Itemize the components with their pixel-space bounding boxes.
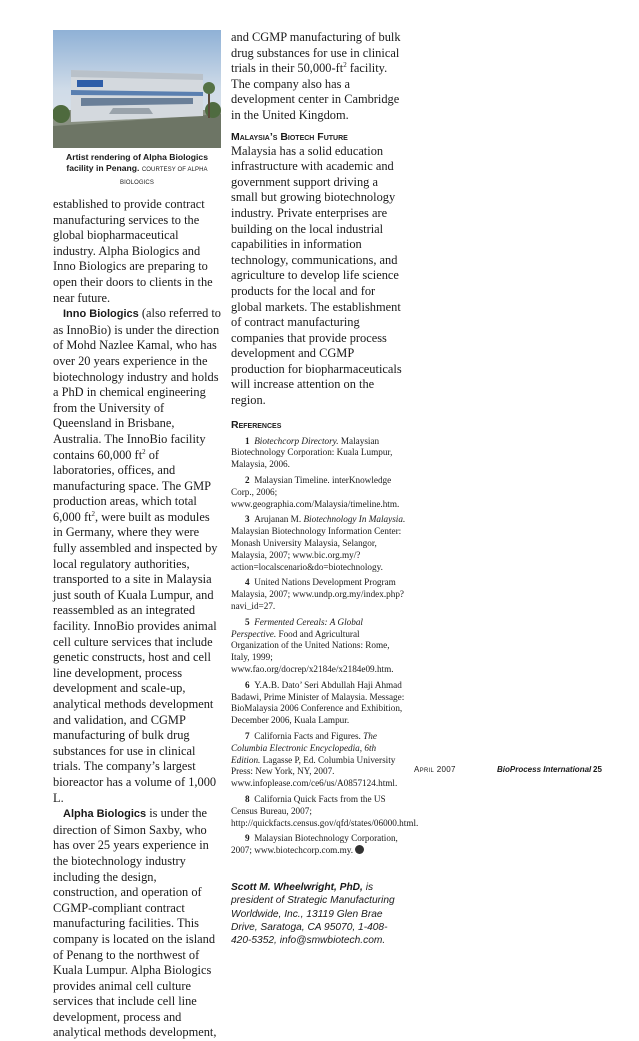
innobio-text-b: of laboratories, offices, and manufacturing space. The GMP production areas, which total 6,000 ft: [53, 447, 211, 524]
facility-photo: [53, 30, 221, 148]
reference-text-pre: California Facts and Figures.: [254, 730, 364, 741]
left-paragraph-1: established to provide contract manufacturing services to the global biopharmaceutical industry. Alpha Biologics and Inno Biologics are preparing to open their doors to clients in the near future.: [53, 197, 213, 305]
reference-text: Food and Agricultural Organization of the United Nations: Rome, Italy, 1999; www.fao.org/docrep/x2184e/x2184e09.htm.: [231, 628, 394, 674]
photo-caption: [53, 152, 221, 189]
innobio-text-c: , were built as modules in Germany, where they were fully assembled and inspected by local regulatory authorities, transported to a site in Malaysia just south of Kuala Lumpur, and reassembled as an integrated facility. InnoBio provides animal cell culture services that include genetic constructs, host and cell line development, process development and scale-up, analytical methods development and validation, and CGMP manufacturing of bulk drug substances for use in clinical trials. The company’s largest bioreactor has a volume of 1,000 L.: [53, 509, 218, 805]
sup-squared-1: 2: [142, 447, 146, 456]
innobio-runin: Inno Biologics: [63, 308, 139, 321]
reference-item: [231, 617, 407, 676]
innobio-paragraph: [53, 306, 221, 806]
reference-title: The Columbia Electronic Encyclopedia, 6th Edition.: [231, 730, 377, 765]
reference-text: United Nations Development Program Malaysia, 2007; www.undp.org.my/index.php?navi_id=27.: [231, 577, 405, 612]
reference-item: [231, 475, 407, 510]
caption-text: Artist rendering of Alpha Biologics facility in Penang.: [66, 152, 208, 173]
reference-text-pre: Arujanan M.: [254, 514, 304, 525]
reference-text: Malaysian Biotechnology Information Center: Monash University Malaysia, Selangor, Malaysia, 2007; www.bic.org.my/?action=localscenario&do=biotechnology.: [231, 526, 402, 572]
reference-item: [231, 577, 407, 612]
reference-item: [231, 731, 407, 790]
footer-page-number: 25: [593, 765, 602, 774]
reference-text: Lagasse P, Ed. Columbia University Press: New York, NY, 2007. www.infoplease.com/ce6/us/A0857124.html.: [231, 754, 398, 789]
page-footer: [0, 765, 639, 777]
right-text-b: facility. The company also has a development center in Cambridge in the United Kingdom.: [231, 61, 400, 122]
reference-text: Y.A.B. Dato’ Seri Abdullah Haji Ahmad Badawi, Prime Minister of Malaysia. Message: BioMalaysia 2006 Conference and Exhibition, December 2006, Kuala Lampur.: [231, 679, 405, 726]
alpha-runin: Alpha Biologics: [63, 808, 147, 821]
reference-text: California Quick Facts from the US Census Bureau, 2007; http://quickfacts.census.gov/qfd/states/06000.html.: [231, 793, 419, 828]
author-details: is president of Strategic Manufacturing Worldwide, Inc., 13119 Glen Brae Drive, Saratoga, CA 95070, 1-408-420-5352, info@smwbiotech.com.: [231, 881, 395, 947]
left-column: [53, 30, 221, 1041]
section-heading-future: Malaysia’s Biotech Future: [231, 130, 348, 143]
reference-title: Biotechcorp Directory.: [254, 435, 339, 446]
sup-squared-3: 2: [343, 61, 347, 70]
reference-number: 9: [245, 833, 250, 844]
reference-number: 3: [245, 514, 250, 525]
right-paragraph-1: [231, 30, 407, 124]
reference-number: 2: [245, 475, 250, 486]
reference-number: 5: [245, 616, 250, 627]
facility-illustration: [53, 30, 221, 148]
reference-text: Malaysian Timeline. interKnowledge Corp., 2006; www.geographia.com/Malaysia/timeline.htm.: [231, 475, 400, 509]
reference-text: Malaysian Biotechnology Corporation: Kuala Lumpur, Malaysia, 2006.: [231, 435, 393, 470]
reference-item: [231, 793, 419, 829]
author-name: Scott M. Wheelwright, PhD,: [231, 881, 363, 893]
end-mark-icon: [355, 845, 364, 854]
reference-item: [231, 680, 407, 727]
reference-item: [231, 514, 407, 573]
innobio-text-a: (also referred to as InnoBio) is under the direction of Mohd Nazlee Kamal, who has over 20 years experience in the biotechnology industry and holds a PhD in chemical engineering from the University of Queensland in Brisbane, Australia. The InnoBio facility contains 60,000 ft: [53, 306, 221, 462]
right-column: [231, 30, 419, 947]
references-list: [231, 435, 419, 857]
sup-squared-2: 2: [91, 509, 96, 518]
footer-date: April 2007: [414, 765, 456, 774]
reference-title: Fermented Cereals: A Global Perspective.: [231, 616, 363, 639]
reference-number: 7: [245, 730, 250, 741]
footer-journal: BioProcess International: [497, 765, 592, 774]
caption-credit: COURTESY OF ALPHA BIOLOGICS: [120, 167, 208, 186]
alpha-paragraph: [53, 806, 221, 1041]
reference-number: 6: [245, 679, 250, 690]
alpha-text: is under the direction of Simon Saxby, who has over 25 years experience in the biotechnology industry including the design, construction, and operation of CGMP-compliant contract manufacturing facilities. This company is located on the island of Penang to the northwest of Kuala Lumpur. Alpha Biologics provides animal cell culture services that include cell line development, process and analytical methods development,: [53, 806, 217, 1040]
future-paragraph: Malaysia has a solid education infrastructure with academic and government support driving a small but growing biotechnology industry. Private enterprises are building on the local industrial capabilities in information technology, communications, and agriculture to develop life science products for the local and for global markets. The establishment of contract manufacturing companies that provide process development and CGMP production for biopharmaceuticals will increase attention on the region.: [231, 143, 402, 408]
reference-number: 4: [245, 577, 250, 588]
right-text-a: and CGMP manufacturing of bulk drug substances for use in clinical trials in their 50,000-ft: [231, 30, 401, 76]
reference-title: Biotechnology In Malaysia.: [303, 514, 406, 525]
reference-number: 8: [245, 793, 250, 804]
section-heading-references: References: [231, 418, 282, 431]
author-bio: [231, 881, 407, 947]
reference-number: 1: [245, 435, 250, 446]
reference-text: Malaysian Biotechnology Corporation, 2007; www.biotechcorp.com.my.: [231, 833, 398, 856]
reference-item: [231, 436, 407, 471]
